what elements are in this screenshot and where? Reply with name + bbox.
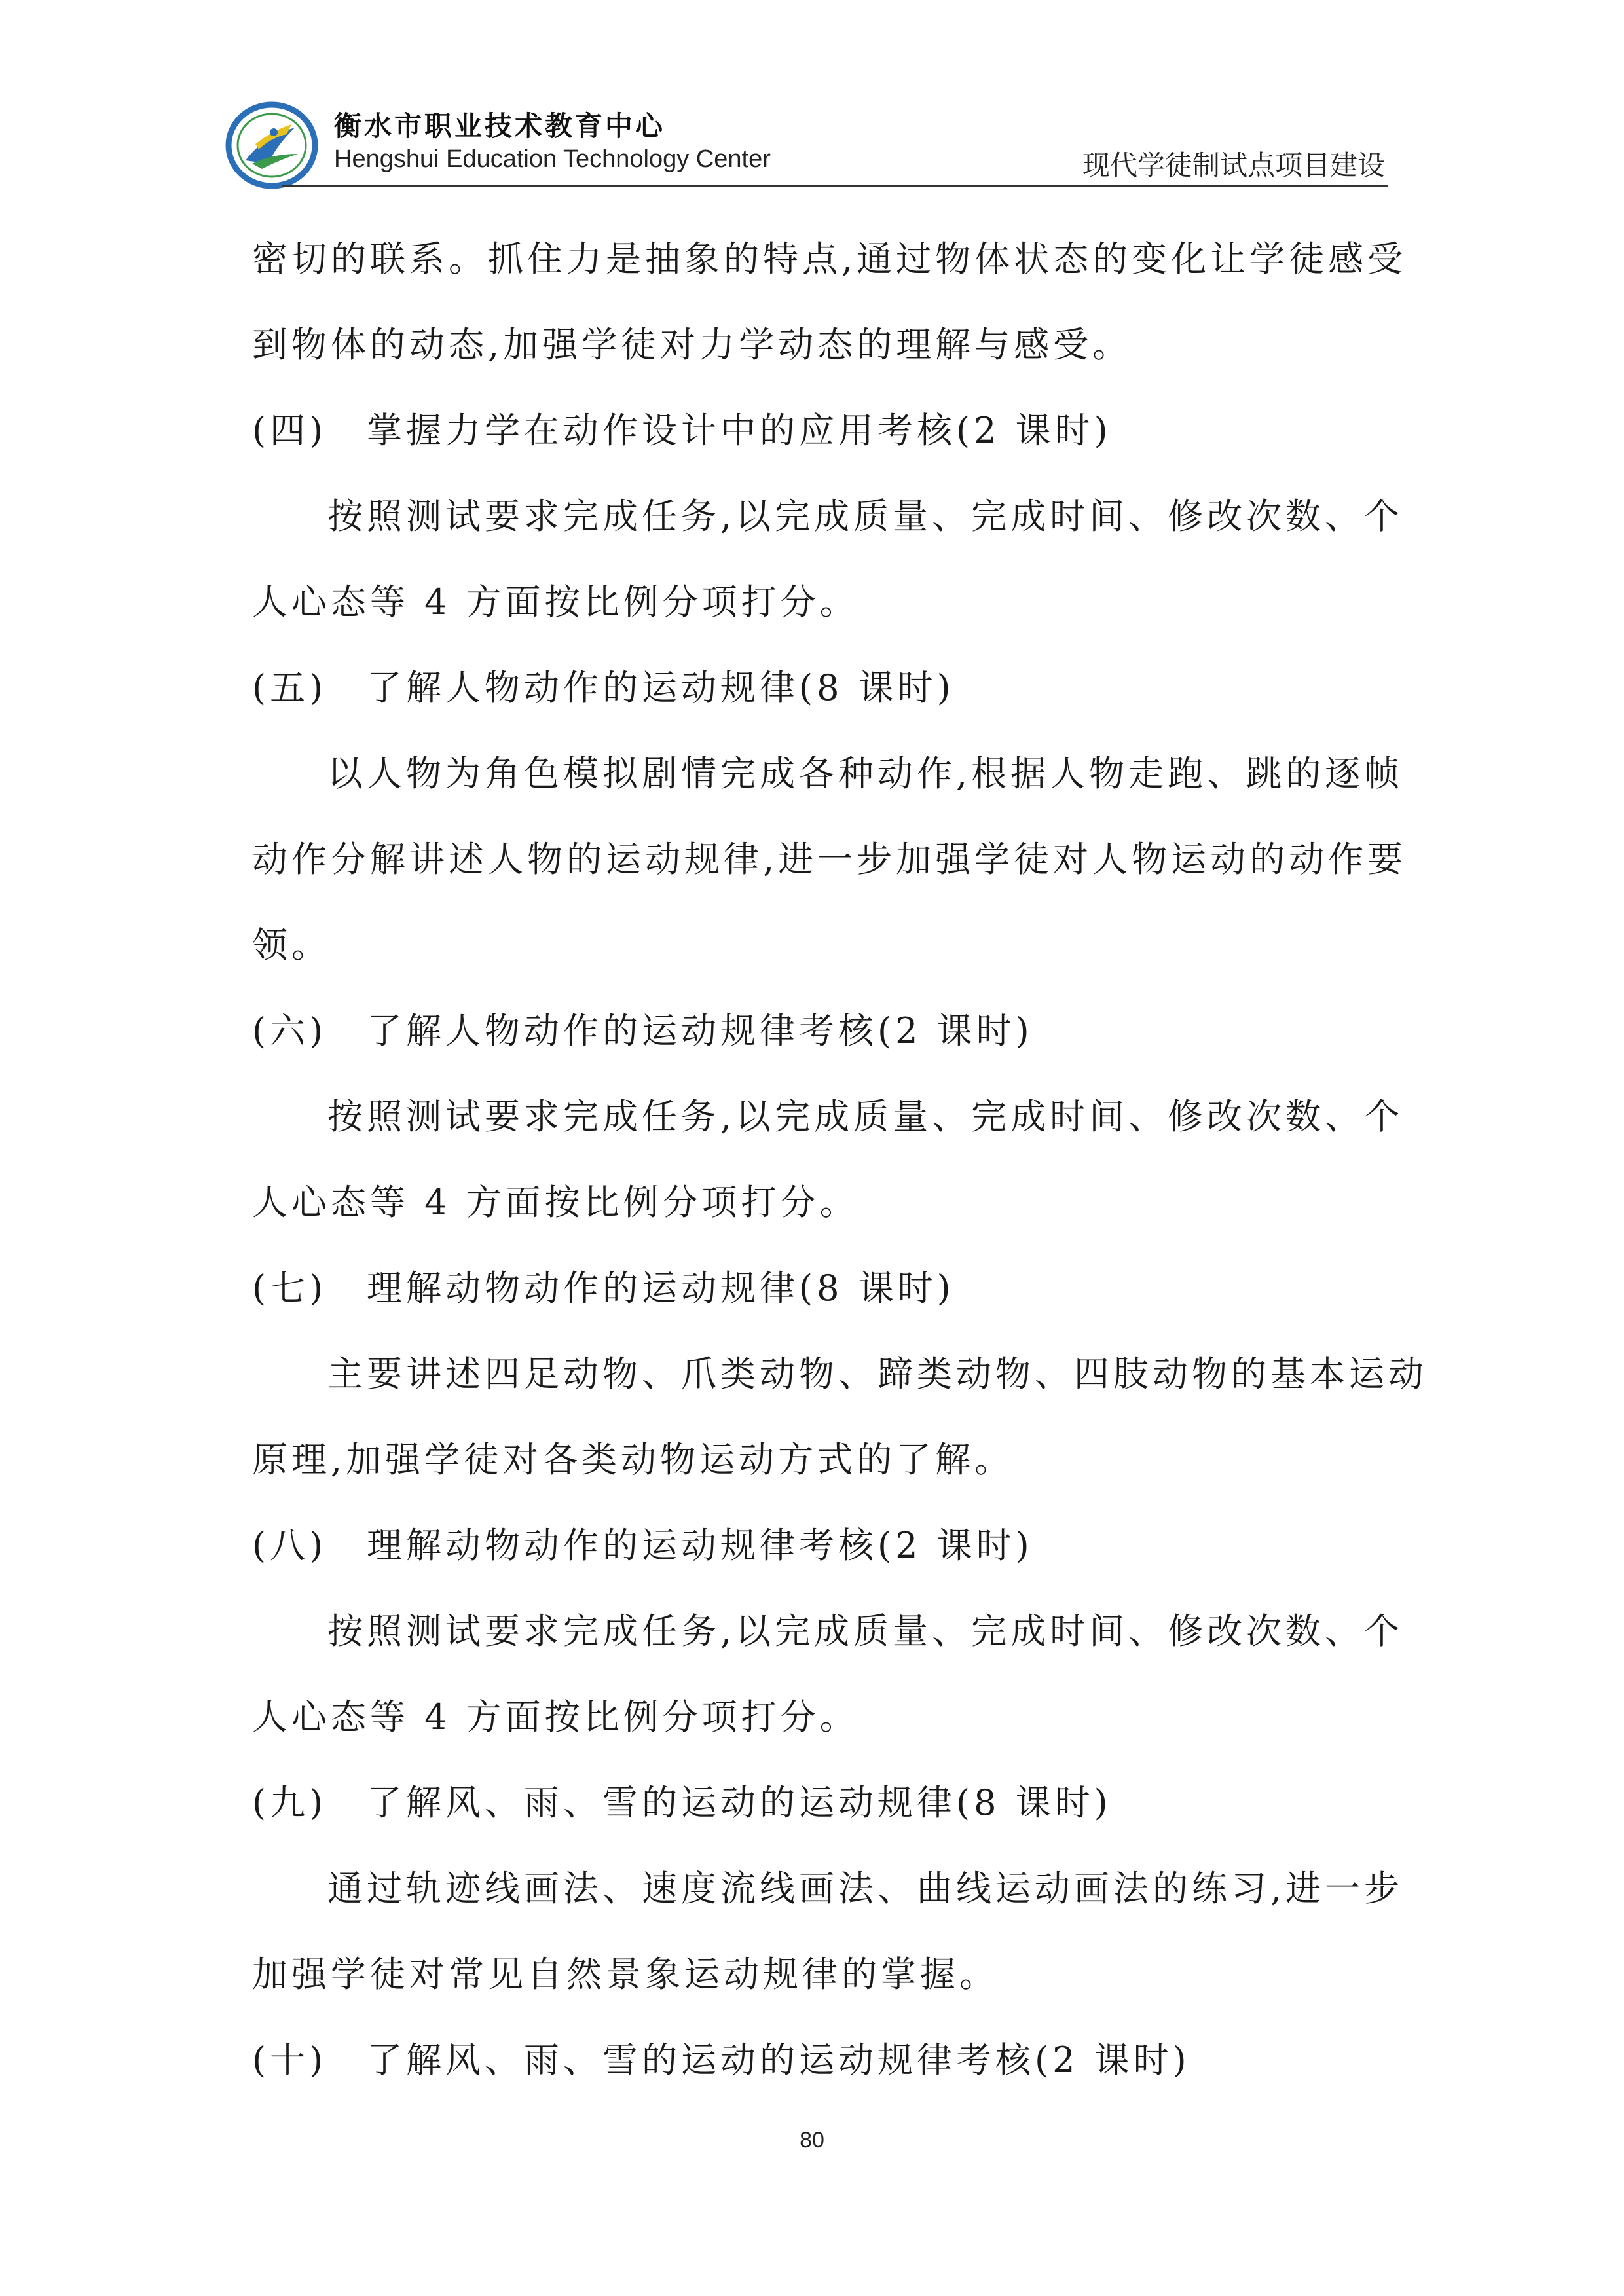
school-emblem-icon	[223, 98, 321, 190]
section-title: 理解动物动作的运动规律(8 课时)	[367, 1267, 955, 1309]
section-heading	[252, 1245, 1392, 1331]
page-header	[223, 92, 1401, 190]
paragraph-line: 按照测试要求完成任务,以完成质量、完成时间、修改次数、个	[327, 1611, 1404, 1652]
section-heading	[252, 645, 1392, 731]
paragraph-line: 以人物为角色模拟剧情完成各种动作,根据人物走跑、跳的逐帧	[327, 753, 1404, 794]
section-number: (九)	[252, 1782, 327, 1823]
section-title: 了解风、雨、雪的运动的运动规律考核(2 课时)	[367, 2039, 1190, 2081]
section-title: 了解人物动作的运动规律(8 课时)	[367, 667, 955, 708]
section-number: (八)	[252, 1525, 327, 1566]
section-number: (五)	[252, 667, 327, 708]
page-number: 80	[800, 2128, 824, 2153]
section-heading	[252, 1503, 1392, 1588]
paragraph-line: 人心态等 4 方面按比例分项打分。	[252, 1696, 859, 1738]
project-title: 现代学徒制试点项目建设	[1082, 149, 1385, 181]
paragraph-line: 人心态等 4 方面按比例分项打分。	[252, 581, 859, 623]
organization-name-en: Hengshui Education Technology Center	[334, 145, 771, 173]
section-title: 了解人物动作的运动规律考核(2 课时)	[367, 1010, 1033, 1051]
section-title: 了解风、雨、雪的运动的运动规律(8 课时)	[367, 1782, 1112, 1823]
section-number: (四)	[252, 410, 327, 451]
paragraph-line: 主要讲述四足动物、爪类动物、蹄类动物、四肢动物的基本运动	[327, 1353, 1428, 1394]
paragraph-line: 原理,加强学徒对各类动物运动方式的了解。	[252, 1439, 1014, 1480]
paragraph-line: 通过轨迹线画法、速度流线画法、曲线运动画法的练习,进一步	[327, 1868, 1404, 1909]
organization-name-cn: 衡水市职业技术教育中心	[334, 110, 666, 142]
document-body	[252, 216, 1428, 2103]
paragraph-line: 人心态等 4 方面按比例分项打分。	[252, 1182, 859, 1223]
section-title: 掌握力学在动作设计中的应用考核(2 课时)	[367, 410, 1112, 451]
paragraph-line: 按照测试要求完成任务,以完成质量、完成时间、修改次数、个	[327, 1096, 1404, 1137]
paragraph-line: 按照测试要求完成任务,以完成质量、完成时间、修改次数、个	[327, 496, 1404, 537]
section-number: (七)	[252, 1267, 327, 1309]
paragraph-line: 动作分解讲述人物的运动规律,进一步加强学徒对人物运动的动作要	[252, 839, 1407, 880]
header-divider	[282, 185, 1388, 187]
section-number: (十)	[252, 2039, 327, 2081]
section-title: 理解动物动作的运动规律考核(2 课时)	[367, 1525, 1033, 1566]
paragraph-line: 到物体的动态,加强学徒对力学动态的理解与感受。	[252, 324, 1132, 365]
section-heading	[252, 388, 1392, 473]
section-heading	[252, 2017, 1392, 2103]
paragraph-line: 密切的联系。抓住力是抽象的特点,通过物体状态的变化让学徒感受	[252, 238, 1407, 280]
paragraph-line: 加强学徒对常见自然景象运动规律的掌握。	[252, 1954, 999, 1995]
section-heading	[252, 988, 1392, 1074]
paragraph-line: 领。	[252, 924, 331, 966]
section-number: (六)	[252, 1010, 327, 1051]
section-heading	[252, 1760, 1392, 1846]
